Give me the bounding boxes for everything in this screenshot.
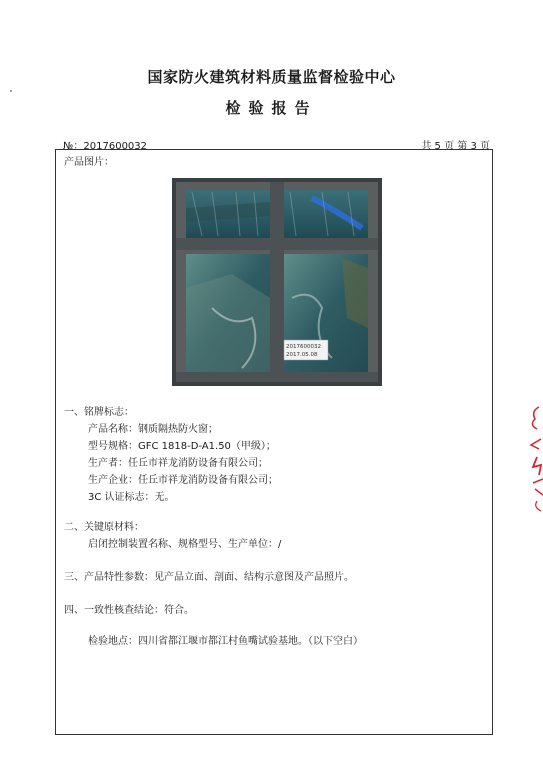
ccc-line: 3C 认证标志：无。 [88,492,175,503]
manufacturer-line: 生产者：任丘市祥龙消防设备有限公司； [88,458,268,469]
product-name-line: 产品名称：钢质隔热防火窗； [88,424,218,435]
photo-tag-number: 2017600032 [286,344,321,350]
org-title: 国家防火建筑材料质量监督检验中心 [147,68,396,86]
characteristics-line: 三、产品特性参数：见产品立面、剖面、结构示意图及产品照片。 [64,572,354,583]
report-number: №：2017600032 [63,141,148,152]
location-line: 检验地点：四川省都江堰市都江村鱼嘴试验基地。（以下空白） [88,636,363,647]
model-line: 型号规格：GFC 1818-D-A1.50（甲级）； [88,441,276,452]
consistency-line: 四、一致性核查结论：符合。 [64,605,194,616]
enterprise-line: 生产企业：任丘市祥龙消防设备有限公司； [88,475,278,486]
scan-speck [10,90,12,92]
product-photo [172,178,382,386]
key-materials-heading: 二、关键原材料： [64,522,144,533]
page-count: 共 5 页 第 3 页 [421,141,490,152]
red-seal-fragment [521,405,543,515]
nameplate-heading: 一、铭牌标志： [64,407,134,418]
photo-label: 产品图片： [64,157,114,168]
key-materials-line: 启闭控制装置名称、规格型号、生产单位：/ [88,539,282,550]
photo-tag-date: 2017.05.08 [286,352,318,358]
doc-title: 检验报告 [225,99,318,117]
